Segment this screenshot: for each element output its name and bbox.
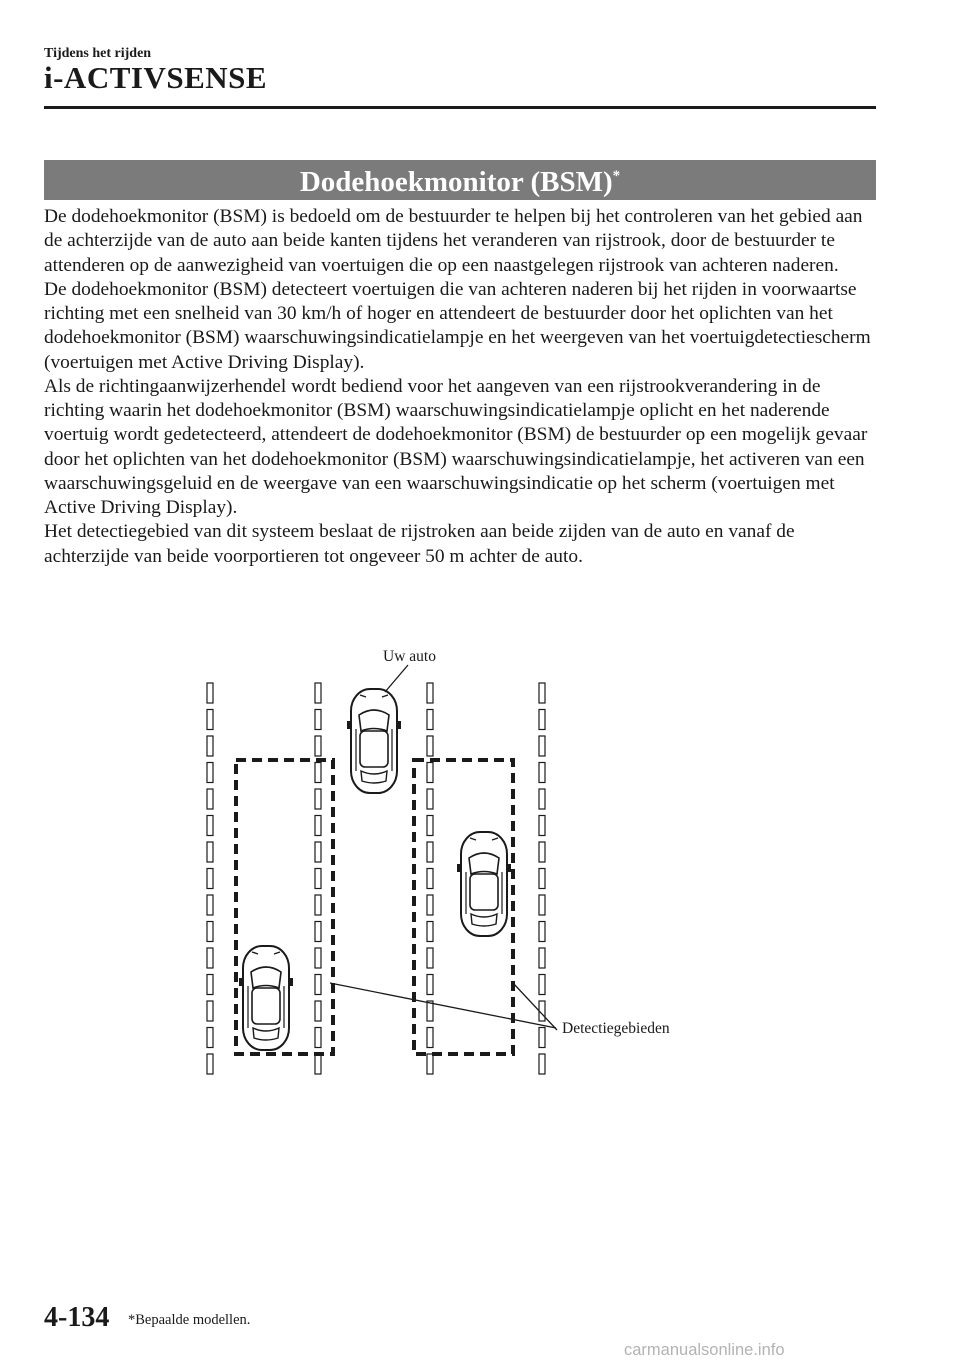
lane-dash bbox=[427, 789, 433, 809]
lane-dash bbox=[207, 789, 213, 809]
lane-dash bbox=[315, 975, 321, 995]
lane-dash bbox=[539, 922, 545, 942]
lane-dash bbox=[427, 869, 433, 889]
body-text bbox=[44, 205, 880, 569]
lane-dash bbox=[207, 975, 213, 995]
lane-dash bbox=[207, 763, 213, 783]
lane-dash bbox=[539, 842, 545, 862]
approaching-car-right bbox=[457, 832, 511, 936]
section-label: Tijdens het rijden bbox=[44, 46, 152, 61]
lane-dash bbox=[539, 869, 545, 889]
lane-dash bbox=[427, 922, 433, 942]
detection-zones-label: Detectiegebieden bbox=[562, 1020, 670, 1037]
lane-dash bbox=[539, 1054, 545, 1074]
lane-dash bbox=[315, 948, 321, 968]
optional-equipment-marker: * bbox=[612, 168, 621, 184]
detection-area-diagram bbox=[0, 640, 960, 1080]
lane-dash bbox=[315, 683, 321, 703]
lane-dash bbox=[427, 710, 433, 730]
lane-dash bbox=[427, 816, 433, 836]
lane-dash bbox=[207, 736, 213, 756]
lane-dash bbox=[539, 683, 545, 703]
header-rule bbox=[44, 106, 876, 109]
lane-dash bbox=[315, 1001, 321, 1021]
lane-dash bbox=[427, 763, 433, 783]
lane-dash bbox=[539, 736, 545, 756]
lane-dash bbox=[539, 763, 545, 783]
lane-dash bbox=[207, 895, 213, 915]
lane-dash bbox=[207, 1054, 213, 1074]
lane-dash bbox=[315, 895, 321, 915]
lane-dash bbox=[207, 1001, 213, 1021]
lane-dash bbox=[207, 842, 213, 862]
approaching-car-left bbox=[239, 946, 293, 1050]
lane-dash bbox=[315, 816, 321, 836]
watermark: carmanualsonline.info bbox=[624, 1341, 785, 1359]
lane-dash bbox=[427, 736, 433, 756]
lane-dash bbox=[539, 789, 545, 809]
lane-dash bbox=[315, 1054, 321, 1074]
lane-dash bbox=[427, 683, 433, 703]
lane-dash bbox=[207, 816, 213, 836]
paragraph: Het detectiegebied van dit systeem beslaat de rijstroken aan beide zijden van de auto en vanaf de achterzijde van beide voorportieren tot ongeveer 50 m achter de auto. bbox=[44, 521, 795, 567]
lane-dash bbox=[315, 763, 321, 783]
lane-dash bbox=[207, 948, 213, 968]
paragraph: De dodehoekmonitor (BSM) is bedoeld om de bestuurder te helpen bij het controleren van het gebied aan de achterzijde van de auto aan beide kanten tijdens het veranderen van rijstrook, door de bestuurder te attenderen op de aanwezigheid van voertuigen die op een naastgelegen rijstrook van achteren naderen. bbox=[44, 206, 863, 276]
lane-dash bbox=[539, 1028, 545, 1048]
lane-dash bbox=[315, 869, 321, 889]
banner-title: Dodehoekmonitor (BSM) bbox=[299, 166, 613, 198]
own-car-leader-line bbox=[385, 665, 408, 692]
lane-dash bbox=[427, 1001, 433, 1021]
lane-dash bbox=[315, 842, 321, 862]
lane-dash bbox=[207, 1028, 213, 1048]
section-banner bbox=[44, 160, 876, 200]
lane-dash bbox=[315, 710, 321, 730]
zone-leader-line-right bbox=[513, 983, 557, 1030]
page-number: 4-134 bbox=[44, 1302, 110, 1333]
lane-dash bbox=[539, 710, 545, 730]
lane-dash bbox=[539, 816, 545, 836]
own-car bbox=[347, 689, 401, 793]
chapter-title: i-ACTIVSENSE bbox=[44, 60, 268, 95]
lane-dash bbox=[539, 948, 545, 968]
lane-dash bbox=[315, 736, 321, 756]
lane-dash bbox=[207, 683, 213, 703]
lane-dash bbox=[427, 975, 433, 995]
lane-dash bbox=[539, 895, 545, 915]
paragraph: De dodehoekmonitor (BSM) detecteert voertuigen die van achteren naderen bij het rijden in voorwaartse richting met een snelheid van 30 km/h of hoger en attendeert de bestuurder door het oplichten van het dodehoekmonitor (BSM) waarschuwingsindicatielampje en het weergeven van het voertuigdetectiescherm (voertuigen met Active Driving Display). bbox=[44, 278, 871, 373]
zone-leader-line-left bbox=[330, 983, 556, 1028]
footnote: *Bepaalde modellen. bbox=[128, 1312, 251, 1328]
lane-dash bbox=[207, 710, 213, 730]
lane-dash bbox=[207, 922, 213, 942]
lane-dash bbox=[539, 975, 545, 995]
own-car-label: Uw auto bbox=[383, 648, 436, 665]
lane-dash bbox=[427, 948, 433, 968]
lane-dash bbox=[427, 1054, 433, 1074]
lane-dash bbox=[315, 1028, 321, 1048]
lane-dash bbox=[427, 1028, 433, 1048]
lane-dash bbox=[207, 869, 213, 889]
lane-dash bbox=[315, 789, 321, 809]
paragraph: Als de richtingaanwijzerhendel wordt bediend voor het aangeven van een rijstrookverandering in de richting waarin het dodehoekmonitor (BSM) waarschuwingsindicatielampje oplicht en het naderende voertuig wordt gedetecteerd, attendeert de dodehoekmonitor (BSM) de bestuurder op een mogelijk gevaar door het oplichten van het dodehoekmonitor (BSM) waarschuwingsindicatielampje, het activeren van een waarschuwingsgeluid en de weergave van een waarschuwingsindicatie op het scherm (voertuigen met Active Driving Display). bbox=[44, 375, 868, 518]
lane-dash bbox=[427, 842, 433, 862]
lane-dash bbox=[427, 895, 433, 915]
lane-dash bbox=[315, 922, 321, 942]
